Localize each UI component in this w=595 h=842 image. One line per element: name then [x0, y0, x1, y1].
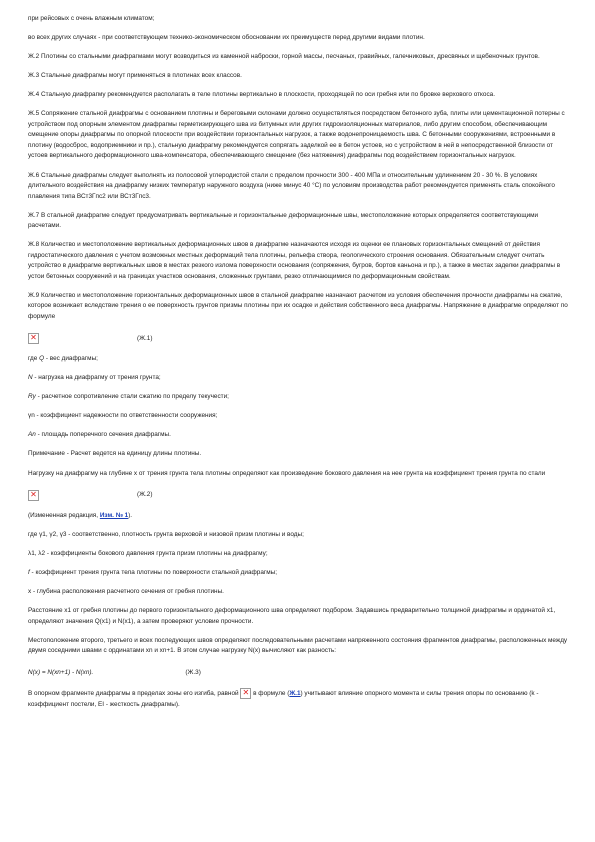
definition-gamma-n: γn - коэффициент надежности по ответственности сооружения;: [28, 412, 218, 420]
amendment-link[interactable]: Изм. № 1: [99, 511, 129, 519]
definition-an: [28, 430, 568, 441]
formula-number: (Ж.1): [137, 334, 153, 342]
paragraph-zh9: Ж.9 Количество и местоположение горизонтальных деформационных швов в стальной диафрагме назначают расчетом из условия обеспечения прочности диафрагмы на сжатие, которое возникает вследствие трения о ее поверхность грунтов призмы плотины при их осадке и действия собственного веса диафрагмы. Напряжение в диафрагме определяют по формуле: [28, 291, 568, 320]
formula-text: N(x) = N(xn+1) - N(xn).: [28, 669, 94, 676]
symbol-ry: Ry: [28, 393, 36, 401]
paragraph-zh7: Ж.7 В стальной диафрагме следует предусматривать вертикальные и горизонтальные деформационные швы, местоположение которых определяется соответствующими расчетами.: [28, 211, 539, 230]
paragraph-zh3: Ж.3 Стальные диафрагмы могут применяться в плотинах всех классов.: [28, 72, 242, 80]
support-text-c: ) учитывают влияние опорного момента и силы трения опоры по основанию (k - коэффициент постели, EI - жесткость диафрагмы).: [28, 690, 539, 708]
formula-zh3: [28, 665, 568, 681]
edition-end: ).: [128, 511, 133, 519]
symbol-an: An: [28, 431, 36, 439]
edition-text: (Измененная редакция,: [28, 511, 100, 519]
symbol-f: f: [28, 568, 30, 576]
paragraph-intro: при рейсовых с очень влажным климатом;: [28, 15, 155, 22]
note: Примечание - Расчет ведется на единицу длины плотины.: [28, 450, 202, 458]
support-text-a: В опорном фрагменте диафрагмы в пределах зоны его изгиба, равной: [28, 690, 241, 698]
paragraph-distance: Расстояние x1 от гребня плотины до первого горизонтального деформационного шва определяют подбором. Задавшись предварительно толщиной диафрагмы и ординатой x1, определяют значения Q(x1) и N(x1), а затем проверяют условие прочности.: [28, 607, 556, 625]
paragraph-placement: Местоположение второго, третьего и всех последующих швов определяют последовательными расчетами напряженного состояния фрагментов диафрагмы, расположенных между двумя соседними швами с ординатами xn и xn+1. В этом случае нагрузку N(x) вычисляют как разность:: [28, 636, 568, 655]
definition-lambda: λ1, λ2 - коэффициенты бокового давления грунта призм плотины на диафрагму;: [28, 549, 268, 557]
formula-link-zh1[interactable]: Ж.1: [289, 690, 301, 698]
edition-note: [28, 511, 568, 522]
paragraph-other-cases: во всех других случаях - при соответствующем технико-экономическом обосновании их преимуществ перед другими видами плотин.: [28, 34, 425, 42]
definition-f-text: - коэффициент трения грунта тела плотины по поверхности стальной диафрагмы;: [29, 568, 277, 576]
paragraph-zh2: Ж.2 Плотины со стальными диафрагмами могут возводиться из каменной наброски, горной массы, песчаных, гравийных, галечниковых, дресвяных и щебеночных грунтов.: [28, 53, 540, 61]
paragraph-support-fragment: [28, 688, 568, 710]
symbol-n: N: [28, 374, 33, 382]
formula-number: (Ж.3): [185, 669, 201, 676]
paragraph-zh6: Ж.6 Стальные диафрагмы следует выполнять из полосовой углеродистой стали с пределом прочности 300 - 400 МПа и относительным удлинением 20 - 30 %. В условиях длительного воздействия на диафрагму низких температур наружного воздуха (ниже минус 40 °С) по условиям производства работ рекомендуется применять сталь спокойного плавления типа ВСт3Гпс2 или ВСт3Гпс3.: [28, 171, 555, 200]
symbol-q: Q: [39, 354, 45, 362]
definition-q-text: - вес диафрагмы;: [44, 354, 98, 362]
broken-image-icon: [28, 490, 39, 501]
paragraph-zh4: Ж.4 Стальную диафрагму рекомендуется располагать в теле плотины вертикально в плоскости, проходящей по оси гребня или по бровке верхового откоса.: [28, 91, 495, 99]
definition-n-text: - нагрузка на диафрагму от трения грунта;: [32, 374, 161, 382]
paragraph-load: Нагрузку на диафрагму на глубине x от трения грунта тела плотины определяют как произведение бокового давления на нее грунта на коэффициент трения грунта по стали: [28, 469, 546, 477]
definition-gamma: где γ1, γ2, γ3 - соответственно, плотность грунта верховой и низовой призм плотины и воды;: [28, 530, 304, 538]
definition-ry: [28, 392, 568, 403]
broken-image-icon: [240, 688, 251, 699]
formula-zh2: [28, 488, 568, 504]
definition-ry-text: - расчетное сопротивление стали сжатию по пределу текучести;: [35, 393, 229, 401]
paragraph-zh8: Ж.8 Количество и местоположение вертикальных деформационных швов в диафрагме назначаются исходя из оценки ее плановых горизонтальных смещений от действия гидростатического давления с учетом возможных местных деформаций тела плотины, рельефа створа, геологического строения основания. Обязательным следует считать устройство в диафрагме вертикальных швов в местах резкого излома поверхности основания (сопряжения, бугров, бортов каньона и пр.), а также в местах заделки диафрагмы в устои бетонных сооружений и на границах участков основания, сложенных грунтами, резко отличающимися по деформационным свойствам.: [28, 241, 561, 280]
document-body: [28, 14, 568, 719]
definition-q: где Q - вес диафрагмы;: [28, 354, 98, 362]
formula-zh1: [28, 331, 568, 347]
formula-number: (Ж.2): [137, 491, 153, 499]
paragraph-zh5: Ж.5 Сопряжение стальной диафрагмы с основанием плотины и береговыми склонами должно осуществляться посредством бетонного зуба, плиты или цементационной потерны с устройством под опорным элементом диафрагмы герметизирующего шва из битумных или других гидроизоляционных материалов, либо другим способом, обеспечивающим смещение опоры диафрагмы по опорной плоскости при воздействии горизонтальных нагрузок, а также водонепроницаемость шва. С бетонными сооружениями, встроенными в плотину (водосброс, водоприемники и пр.), стальную диафрагму рекомендуется сопрягать заделкой ее в бетон устоев, но с устройством в ней в непосредственной близости от устоев вертикального деформационного шва-компенсатора, обеспечивающего смещение (без натяжения) диафрагмы под воздействием горизонтальных нагрузок.: [28, 110, 565, 160]
support-text-b: в формуле (: [251, 690, 290, 698]
broken-image-icon: [28, 333, 39, 344]
definition-f: [28, 568, 568, 579]
definition-an-text: - площадь поперечного сечения диафрагмы.: [35, 431, 171, 439]
definition-n: [28, 373, 568, 384]
definition-x: x - глубина расположения расчетного сечения от гребня плотины.: [28, 587, 224, 595]
